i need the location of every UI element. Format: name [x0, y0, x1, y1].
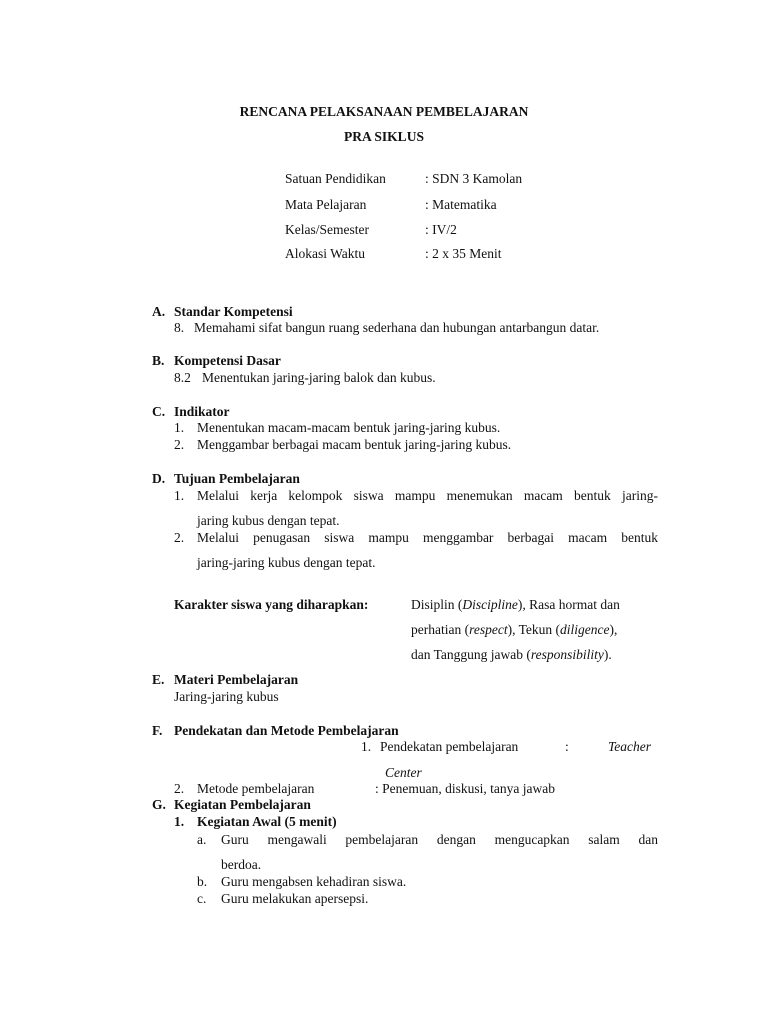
- item-text: Guru mengabsen kehadiran siswa.: [221, 874, 407, 889]
- item-text: Jaring-jaring kubus: [174, 689, 279, 704]
- item-number: 8.2: [174, 370, 191, 385]
- info-label: Satuan Pendidikan: [285, 171, 386, 186]
- item-label: Pendekatan pembelajaran: [380, 739, 519, 754]
- item-number: 1.: [174, 814, 185, 829]
- section-letter: C.: [152, 404, 166, 419]
- item-value: Teacher: [608, 739, 651, 754]
- subsection-heading: Kegiatan Awal (5 menit): [197, 814, 337, 829]
- section-heading: Materi Pembelajaran: [174, 672, 299, 687]
- section-letter: B.: [152, 353, 165, 368]
- page-title: RENCANA PELAKSANAAN PEMBELAJARAN: [239, 104, 529, 119]
- info-value: : IV/2: [425, 222, 457, 237]
- item-colon: :: [565, 739, 569, 754]
- item-text: jaring-jaring kubus dengan tepat.: [197, 555, 376, 570]
- section-heading: Kompetensi Dasar: [174, 353, 281, 368]
- karakter-text: Disiplin (Discipline), Rasa hormat dan: [411, 597, 620, 612]
- info-label: Mata Pelajaran: [285, 197, 367, 212]
- item-letter: a.: [197, 832, 207, 847]
- item-text: Guru mengawali pembelajaran dengan mengucapkan salam dan: [221, 832, 658, 847]
- info-value: : 2 x 35 Menit: [425, 246, 502, 261]
- item-label: Metode pembelajaran: [197, 781, 315, 796]
- item-number: 2.: [174, 530, 185, 545]
- info-value: : Matematika: [425, 197, 497, 212]
- karakter-line: dan Tanggung jawab (responsibility).: [411, 647, 612, 662]
- item-text: jaring kubus dengan tepat.: [197, 513, 340, 528]
- section-letter: E.: [152, 672, 165, 687]
- item-number: 1.: [174, 420, 185, 435]
- section-heading: Kegiatan Pembelajaran: [174, 797, 311, 812]
- item-number: 2.: [174, 781, 185, 796]
- item-letter: c.: [197, 891, 207, 906]
- section-letter: F.: [152, 723, 163, 738]
- item-number: 2.: [174, 437, 185, 452]
- section-letter: A.: [152, 304, 166, 319]
- section-heading: Tujuan Pembelajaran: [174, 471, 300, 486]
- info-label: Kelas/Semester: [285, 222, 369, 237]
- karakter-line: perhatian (respect), Tekun (diligence),: [411, 622, 618, 637]
- info-label: Alokasi Waktu: [285, 246, 366, 261]
- section-letter: D.: [152, 471, 166, 486]
- item-text: Melalui penugasan siswa mampu menggambar berbagai macam bentuk: [197, 530, 658, 545]
- item-letter: b.: [197, 874, 208, 889]
- karakter-line: [411, 598, 658, 612]
- item-text: Memahami sifat bangun ruang sederhana dan hubungan antarbangun datar.: [194, 320, 600, 335]
- item-number: 1.: [174, 488, 185, 503]
- section-heading: Indikator: [174, 404, 230, 419]
- karakter-label: Karakter siswa yang diharapkan:: [174, 597, 369, 612]
- info-value: : SDN 3 Kamolan: [425, 171, 523, 186]
- item-number: 8.: [174, 320, 185, 335]
- item-text: Melalui kerja kelompok siswa mampu menemukan macam bentuk jaring-: [197, 488, 658, 503]
- section-heading: Pendekatan dan Metode Pembelajaran: [174, 723, 399, 738]
- item-value: Center: [385, 765, 422, 780]
- item-text: Menentukan macam-macam bentuk jaring-jaring kubus.: [197, 420, 501, 435]
- item-text: Menentukan jaring-jaring balok dan kubus.: [202, 370, 436, 385]
- section-letter: G.: [152, 797, 166, 812]
- item-text: Guru melakukan apersepsi.: [221, 891, 369, 906]
- section-heading: Standar Kompetensi: [174, 304, 293, 319]
- item-value: : Penemuan, diskusi, tanya jawab: [375, 781, 555, 796]
- item-text: Menggambar berbagai macam bentuk jaring-jaring kubus.: [197, 437, 512, 452]
- page-subtitle: PRA SIKLUS: [344, 129, 424, 144]
- item-text: berdoa.: [221, 857, 262, 872]
- item-number: 1.: [361, 739, 372, 754]
